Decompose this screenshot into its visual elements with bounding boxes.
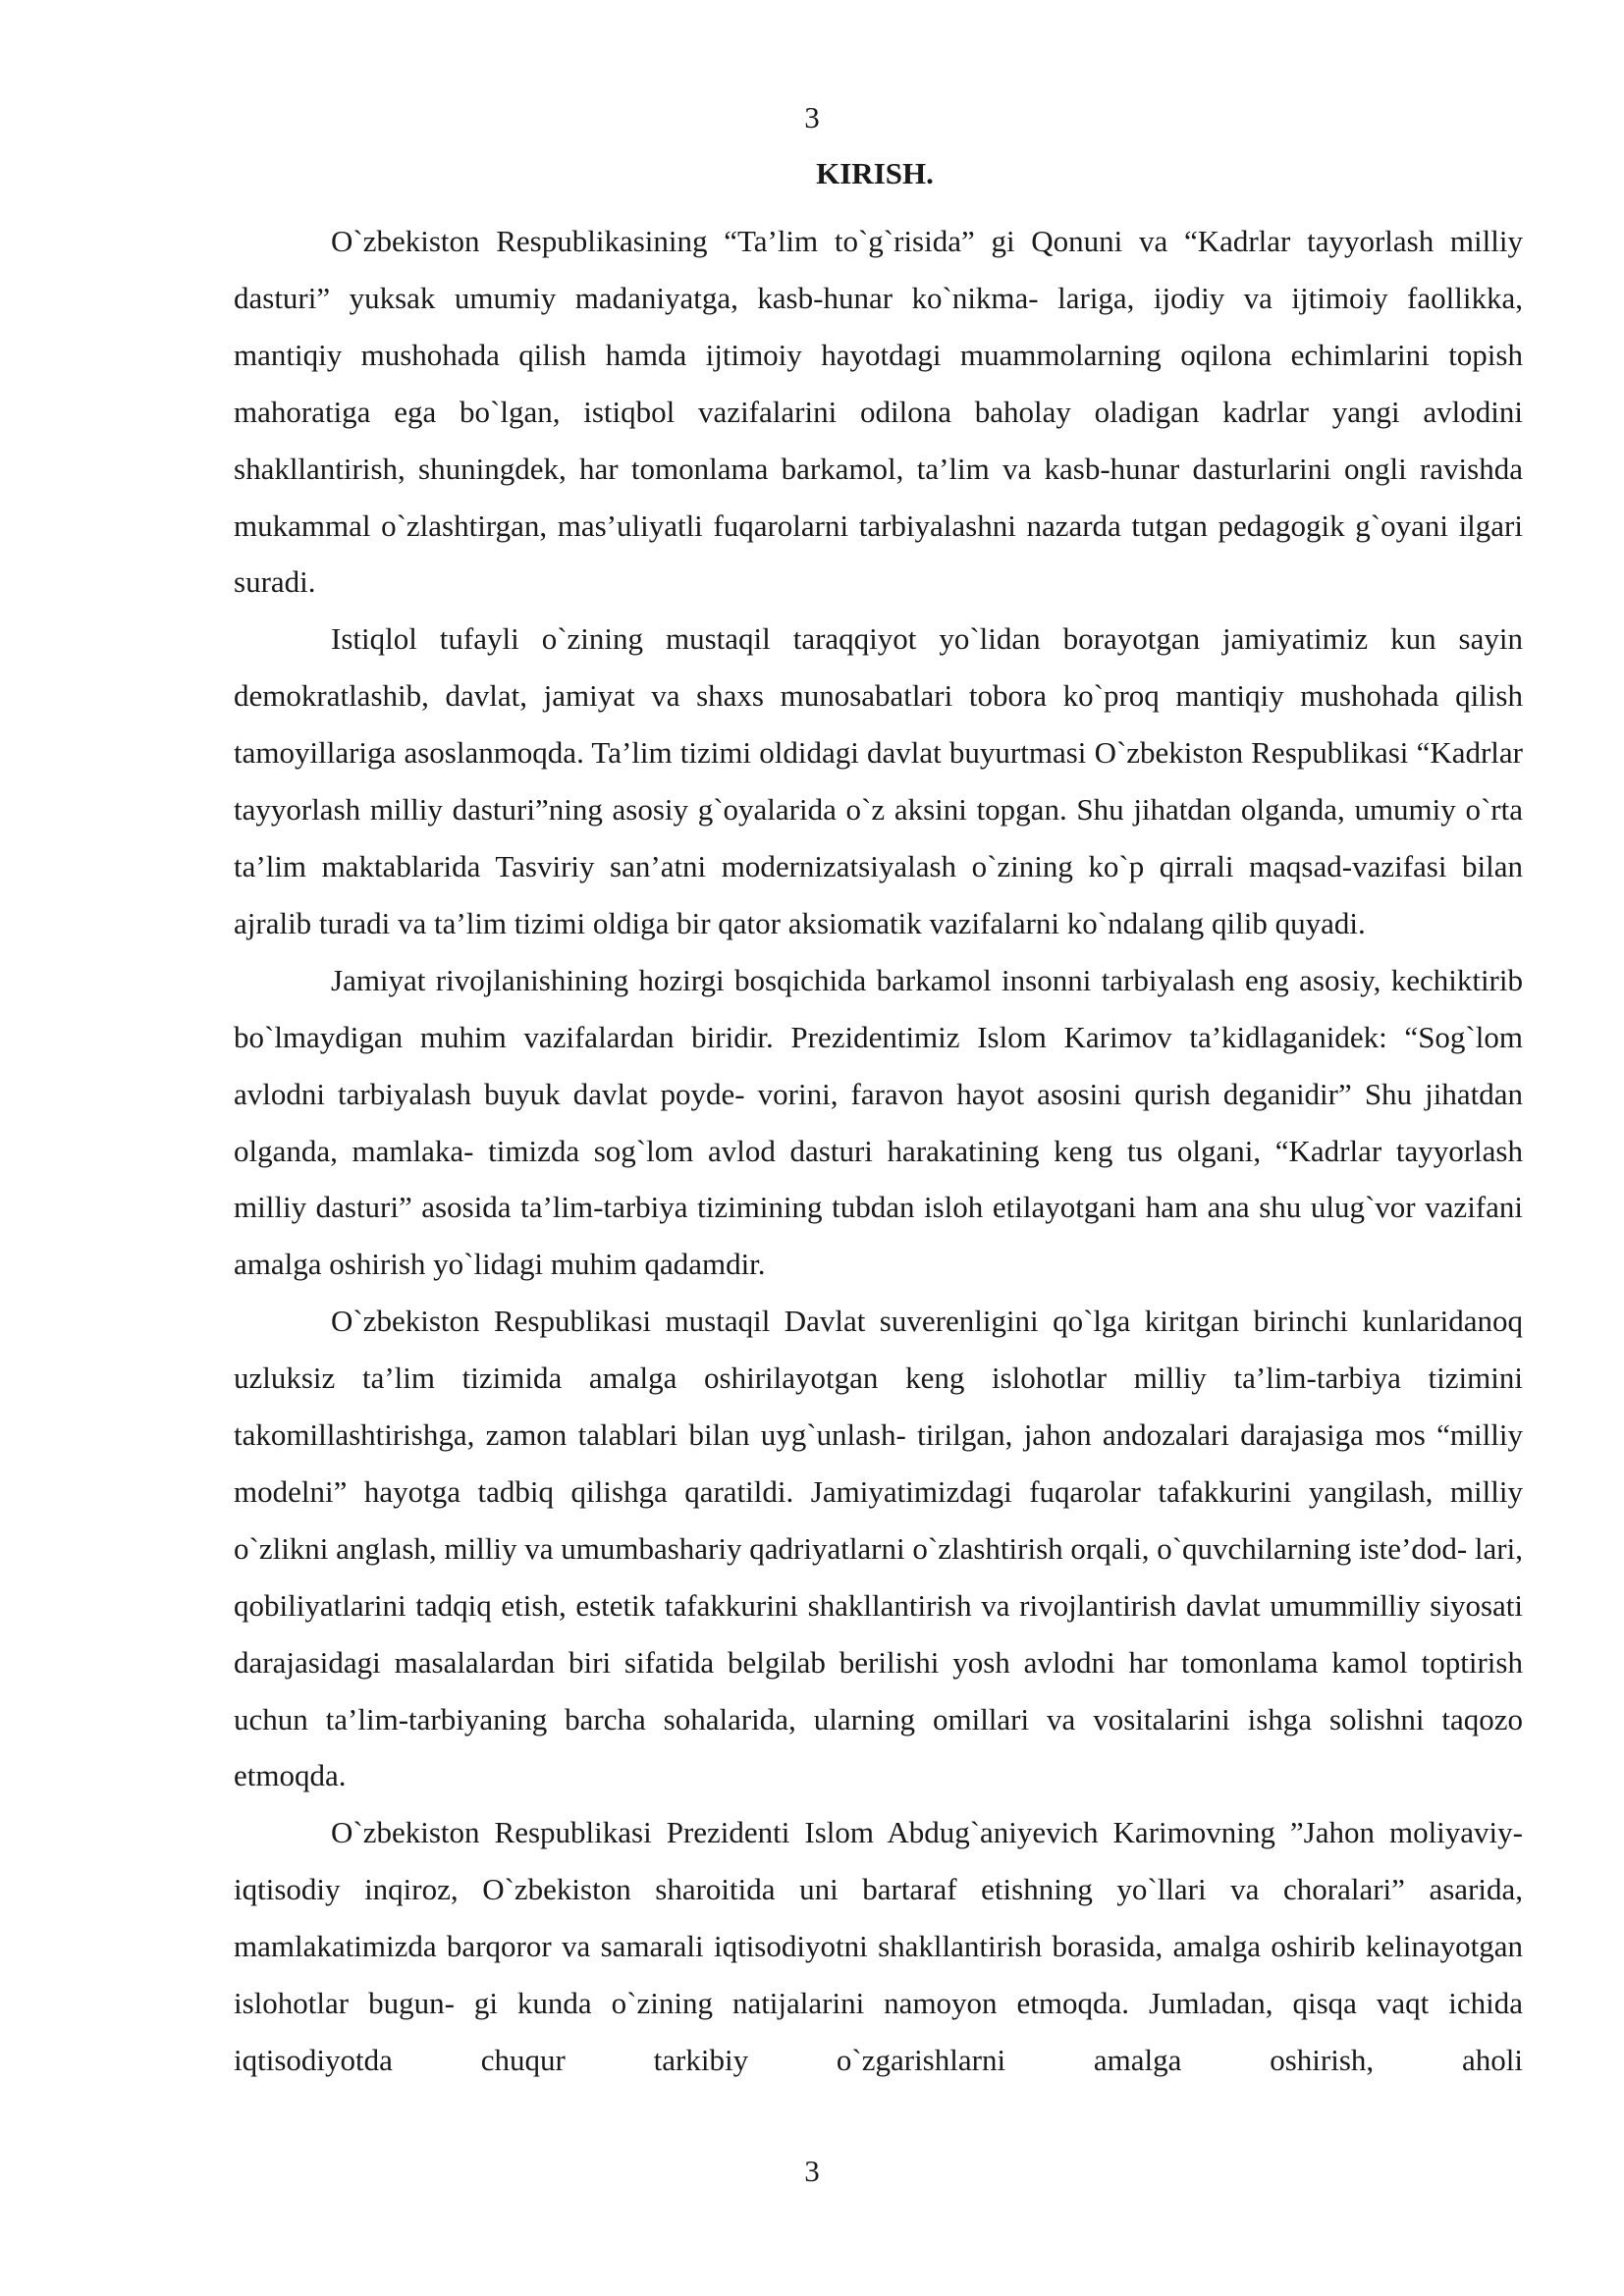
section-title: KIRISH. [816, 156, 934, 190]
paragraph-3: Jamiyat rivojlanishining hozirgi bosqichida barkamol insonni tarbiyalash eng asosiy, kechiktirib bo`lmaydigan muhim vazifalardan biridir. Prezidentimiz Islom Karimov ta’kidlaganidek: “Sog`lom avlodni tarbiyalash buyuk davlat poyde- vorini, faravon hayot asosini qurish deganidir” Shu jihatdan olganda, mamlaka- timizda sog`lom avlod dasturi harakatining keng tus olgani, “Kadrlar tayyorlash milliy dasturi” asosida ta’lim-tarbiya tizimining tubdan isloh etilayotgani ham ana shu ulug`vor vazifani amalga oshirish yo`lidagi muhim qadamdir. [234, 962, 1523, 1282]
page-number-top: 3 [804, 100, 820, 134]
paragraph-4: O`zbekiston Respublikasi mustaqil Davlat suverenligini qo`lga kiritgan birinchi kunlaridanoq uzluksiz ta’lim tizimida amalga oshirilayotgan keng islohotlar milliy ta’lim-tarbiya tizimini takomillashtirishga, zamon talablari bilan uyg`unlash- tirilgan, jahon andozalari darajasiga mos “milliy modelni” hayotga tadbiq qilishga qaratildi. Jamiyatimizdagi fuqarolar tafakkurini yangilash, milliy o`zlikni anglash, milliy va umumbashariy qadriyatlarni o`zlashtirish orqali, o`quvchilarning iste’dod- lari, qobiliyatlarini tadqiq etish, estetik tafakkurini shakllantirish va rivojlantirish davlat umummilliy siyosati darajasidagi masalalardan biri sifatida belgilab berilishi yosh avlodni har tomonlama kamol toptirish uchun ta’lim-tarbiyaning barcha sohalarida, ularning omillari va vositalarini ishga solishni taqozo etmoqda. [234, 1304, 1523, 1793]
page-number-bottom: 3 [804, 2154, 820, 2188]
paragraph-2: Istiqlol tufayli o`zining mustaqil taraqqiyot yo`lidan borayotgan jamiyatimiz kun sayin demokratlashib, davlat, jamiyat va shaxs munosabatlari tobora ko`proq mantiqiy mushohada qilish tamoyillariga asoslanmoqda. Ta’lim tizimi oldidagi davlat buyurtmasi O`zbekiston Respublikasi “Kadrlar tayyorlash milliy dasturi”ning asosiy g`oyalarida o`z aksini topgan. Shu jihatdan olganda, umumiy o`rta ta’lim maktablarida Tasviriy san’atni modernizatsiyalash o`zining ko`p qirrali maqsad-vazifasi bilan ajralib turadi va ta’lim tizimi oldiga bir qator aksiomatik vazifalarni ko`ndalang qilib quyadi. [234, 621, 1523, 940]
paragraph-5: O`zbekiston Respublikasi Prezidenti Islom Abdug`aniyevich Karimovning ”Jahon moliyaviy-iqtisodiy inqiroz, O`zbekiston sharoitida uni bartaraf etishning yo`llari va choralari” asarida, mamlakatimizda barqoror va samarali iqtisodiyotni shakllantirish borasida, amalga oshirib kelinayotgan islohotlar bugun- gi kunda o`zining natijalarini namoyon etmoqda. Jumladan, qisqa vaqt ichida iqtisodiyotda chuqur tarkibiy o`zgarishlarni amalga oshirish, aholi [234, 1815, 1523, 2077]
paragraph-1: O`zbekiston Respublikasining “Ta’lim to`g`risida” gi Qonuni va “Kadrlar tayyorlash milliy dasturi” yuksak umumiy madaniyatga, kasb-hunar ko`nikma- lariga, ijodiy va ijtimoiy faollikka, mantiqiy mushohada qilish hamda ijtimoiy hayotdagi muammolarning oqilona echimlarini topish mahoratiga ega bo`lgan, istiqbol vazifalarini odilona baholay oladigan kadrlar yangi avlodini shakllantirish, shuningdek, har tomonlama barkamol, ta’lim va kasb-hunar dasturlarini ongli ravishda mukammal o`zlashtirgan, mas’uliyatli fuqarolarni tarbiyalashni nazarda tutgan pedagogik g`oyani ilgari suradi. [234, 224, 1523, 600]
body-text [234, 213, 1523, 2089]
